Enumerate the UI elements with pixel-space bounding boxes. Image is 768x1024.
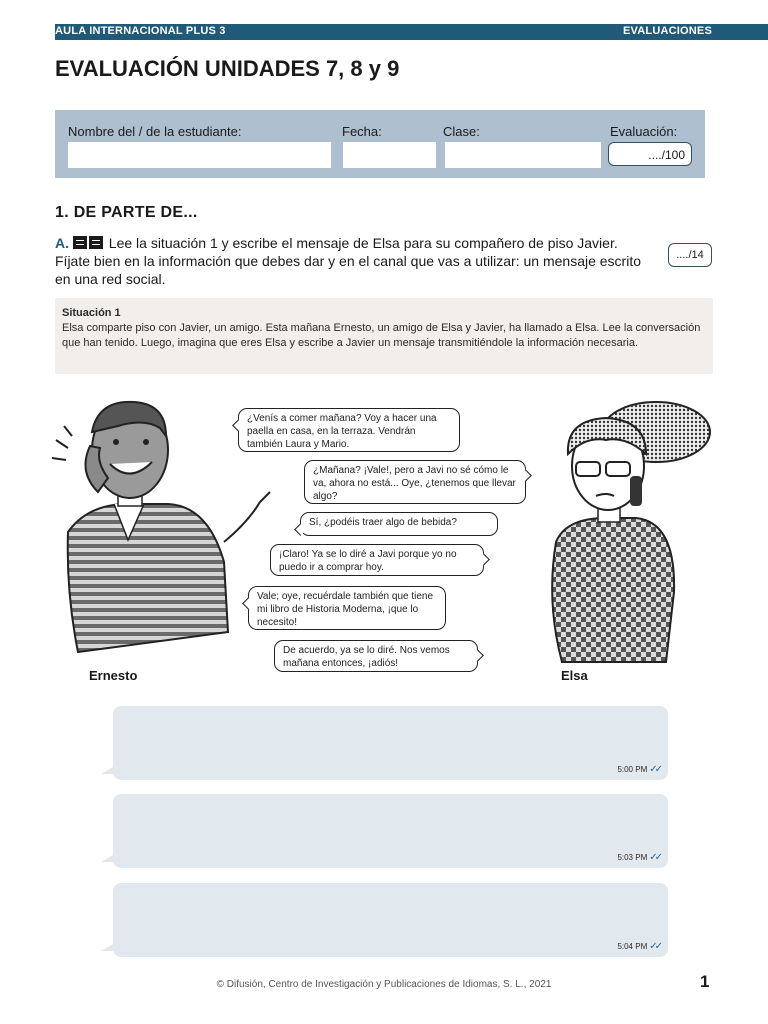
read-receipt-icon: ✓✓ <box>649 941 660 952</box>
student-name-label: Nombre del / de la estudiante: <box>68 124 242 139</box>
date-label: Fecha: <box>342 124 382 139</box>
message-timestamp: 5:04 PM ✓✓ <box>617 941 660 952</box>
read-receipt-icon: ✓✓ <box>649 852 660 863</box>
message-input-box[interactable] <box>113 794 668 868</box>
message-timestamp: 5:03 PM ✓✓ <box>617 852 660 863</box>
date-field[interactable] <box>343 142 436 168</box>
book-title: AULA INTERNACIONAL PLUS 3 <box>55 25 226 37</box>
situation-box <box>55 298 713 374</box>
character-name-ernesto: Ernesto <box>89 668 138 683</box>
speech-bubble-ernesto: Sí, ¿podéis traer algo de bebida? <box>300 512 498 536</box>
read-receipt-icon: ✓✓ <box>649 764 660 775</box>
situation-title: Situación 1 <box>62 307 121 319</box>
class-label: Clase: <box>443 124 480 139</box>
speech-bubble-elsa: ¡Claro! Ya se lo diré a Javi porque yo no puedo ir a comprar hoy. <box>270 544 484 576</box>
exercise-instruction <box>55 234 655 288</box>
situation-text: Elsa comparte piso con Javier, un amigo. Esta mañana Ernesto, un amigo de Elsa y Javier, ha llamado a Elsa. Lee la conversación que han tenido. Luego, imagina que eres Elsa y escribe a Javier un mensaje transmitiéndole la información necesaria. <box>62 322 701 349</box>
copyright-footer: © Difusión, Centro de Investigación y Publicaciones de Idiomas, S. L., 2021 <box>216 979 552 990</box>
character-name-elsa: Elsa <box>561 668 588 683</box>
exercise-letter: A. <box>55 235 69 251</box>
elsa-illustration <box>506 392 716 674</box>
evaluation-score-field[interactable]: ..../100 <box>608 142 692 166</box>
book-icon <box>73 236 87 249</box>
exercise-score-field[interactable]: ..../14 <box>668 243 712 267</box>
student-name-field[interactable] <box>68 142 331 168</box>
speech-bubble-elsa: ¿Mañana? ¡Vale!, pero a Javi no sé cómo le va, ahora no está... Oye, ¿tenemos que llevar algo? <box>304 460 526 504</box>
speech-bubble-ernesto: Vale; oye, recuérdale también que tiene mi libro de Historia Moderna, ¡que lo necesito! <box>248 586 446 630</box>
message-input-box[interactable] <box>113 706 668 780</box>
section-label: EVALUACIONES <box>623 25 712 37</box>
page-title: EVALUACIÓN UNIDADES 7, 8 y 9 <box>55 56 400 81</box>
section-title: 1. DE PARTE DE... <box>55 204 198 221</box>
message-timestamp: 5:00 PM ✓✓ <box>617 764 660 775</box>
message-input-box[interactable] <box>113 883 668 957</box>
header-bar <box>55 24 768 40</box>
speech-bubble-ernesto: ¿Venís a comer mañana? Voy a hacer una paella en casa, en la terraza. Vendrán también Laura y Mario. <box>238 408 460 452</box>
instruction-text: Lee la situación 1 y escribe el mensaje de Elsa para su compañero de piso Javier. Fíjate bien en la información que debes dar y en el canal que vas a utilizar: un mensaje escrito en una red social. <box>55 235 642 287</box>
student-info-form <box>55 110 705 178</box>
evaluation-label: Evaluación: <box>610 124 678 139</box>
conversation-illustration <box>48 392 716 674</box>
notes-icon <box>89 236 103 249</box>
page-number: 1 <box>700 972 710 991</box>
speech-bubble-elsa: De acuerdo, ya se lo diré. Nos vemos mañana entonces, ¡adiós! <box>274 640 478 672</box>
class-field[interactable] <box>445 142 601 168</box>
